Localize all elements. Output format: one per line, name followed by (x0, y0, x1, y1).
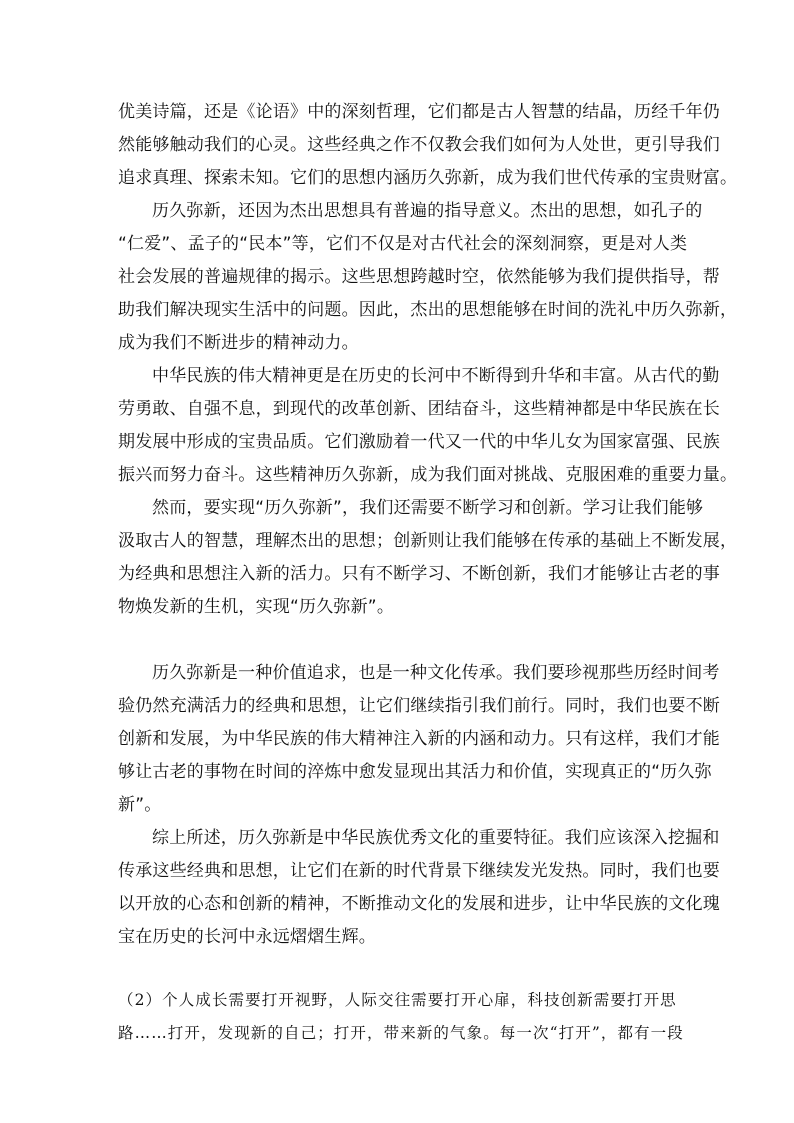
text-line: 振兴而努力奋斗。这些精神历久弥新，成为我们面对挑战、克服困难的重要力量。 (118, 465, 738, 485)
text-line: 综上所述，历久弥新是中华民族优秀文化的重要特征。我们应该深入挖掘和 (152, 828, 720, 848)
text-line: 中华民族的伟大精神更是在历史的长河中不断得到升华和丰富。从古代的勤 (152, 366, 720, 386)
text-line: “仁爱”、孟子的“民本”等，它们不仅是对古代社会的深刻洞察，更是对人类 (118, 234, 688, 254)
text-line: 物焕发新的生机，实现“历久弥新”。 (118, 597, 395, 617)
text-line: 传承这些经典和思想，让它们在新的时代背景下继续发光发热。同时，我们也要 (118, 861, 720, 881)
text-line: 够让古老的事物在时间的淬炼中愈发显现出其活力和价值，实现真正的“历久弥 (118, 762, 712, 782)
text-line: 以开放的心态和创新的精神，不断推动文化的发展和进步，让中华民族的文化瑰 (118, 894, 720, 914)
text-line: 新”。 (118, 795, 162, 815)
text-line: 然能够触动我们的心灵。这些经典之作不仅教会我们如何为人处世，更引导我们 (118, 135, 720, 155)
question-line: （2）个人成长需要打开视野，人际交往需要打开心扉，科技创新需要打开思 (118, 991, 677, 1009)
text-line: 为经典和思想注入新的活力。只有不断学习、不断创新，我们才能够让古老的事 (118, 564, 720, 584)
text-line: 历久弥新，还因为杰出思想具有普遍的指导意义。杰出的思想，如孔子的 (152, 201, 703, 221)
text-line: 劳勇敢、自强不息，到现代的改革创新、团结奋斗，这些精神都是中华民族在长 (118, 399, 720, 419)
text-line: 创新和发展，为中华民族的伟大精神注入新的内涵和动力。只有这样，我们才能 (118, 729, 720, 749)
question-line: 路……打开，发现新的自己；打开，带来新的气象。每一次“打开”，都有一段 (118, 1024, 684, 1042)
text-line: 宝在历史的长河中永远熠熠生辉。 (118, 927, 376, 947)
text-line: 优美诗篇，还是《论语》中的深刻哲理，它们都是古人智慧的结晶，历经千年仍 (118, 102, 720, 122)
text-line: 追求真理、探索未知。它们的思想内涵历久弥新，成为我们世代传承的宝贵财富。 (118, 168, 738, 188)
text-line: 期发展中形成的宝贵品质。它们激励着一代又一代的中华儿女为国家富强、民族 (118, 432, 720, 452)
text-line: 验仍然充满活力的经典和思想，让它们继续指引我们前行。同时，我们也要不断 (118, 696, 720, 716)
text-line: 汲取古人的智慧，理解杰出的思想；创新则让我们能够在传承的基础上不断发展， (118, 531, 738, 551)
text-line: 成为我们不断进步的精神动力。 (118, 333, 359, 353)
text-line: 然而，要实现“历久弥新”，我们还需要不断学习和创新。学习让我们能够 (152, 498, 704, 518)
text-line: 助我们解决现实生活中的问题。因此，杰出的思想能够在时间的洗礼中历久弥新， (118, 300, 738, 320)
text-line: 社会发展的普遍规律的揭示。这些思想跨越时空，依然能够为我们提供指导，帮 (118, 267, 720, 287)
text-line: 历久弥新是一种价值追求，也是一种文化传承。我们要珍视那些历经时间考 (152, 663, 720, 683)
